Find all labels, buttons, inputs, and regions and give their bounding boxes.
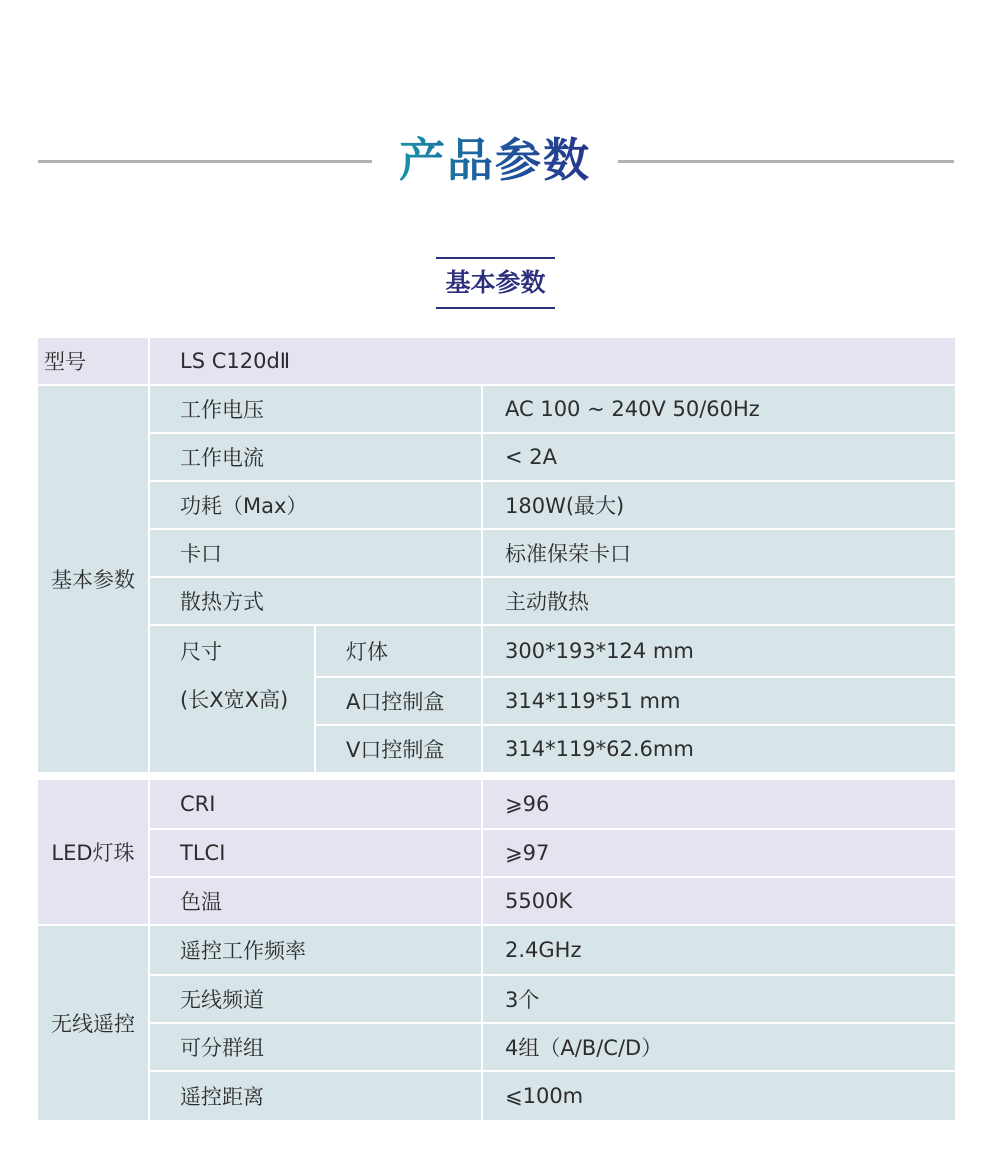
table-row-label: CRI [150, 780, 481, 828]
table-row-value: AC 100 ~ 240V 50/60Hz [483, 386, 955, 432]
table-row-value: ⩽100m [483, 1072, 955, 1120]
table-row-value: 主动散热 [483, 578, 955, 624]
table-row-value: 5500K [483, 878, 955, 924]
size-sub-label: A口控制盒 [316, 678, 481, 724]
model-value: LS C120dⅡ [150, 338, 955, 384]
table-row-label: 工作电流 [150, 434, 481, 480]
size-sub-label: 灯体 [316, 626, 481, 676]
table-row-label: 可分群组 [150, 1024, 481, 1070]
section-title: 基本参数 [436, 257, 555, 309]
table-row-value: ⩾96 [483, 780, 955, 828]
category-basic: 基本参数 [38, 386, 148, 772]
category-wireless: 无线遥控 [38, 926, 148, 1120]
table-row-value: 3个 [483, 976, 955, 1022]
table-row-value: < 2A [483, 434, 955, 480]
table-row-value: ⩾97 [483, 830, 955, 876]
model-label: 型号 [38, 338, 148, 384]
size-value: 314*119*62.6mm [483, 726, 955, 772]
table-row-label: 色温 [150, 878, 481, 924]
table-row-label: 遥控距离 [150, 1072, 481, 1120]
header-divider-left [38, 160, 372, 163]
size-label-line1: 尺寸 [180, 640, 222, 664]
table-row-value: 4组（A/B/C/D） [483, 1024, 955, 1070]
table-row-value: 2.4GHz [483, 926, 955, 974]
header-divider-right [618, 160, 954, 163]
table-row-label: 遥控工作频率 [150, 926, 481, 974]
page-title: 产品参数 [372, 130, 618, 190]
table-row-value: 标准保荣卡口 [483, 530, 955, 576]
size-sub-label: V口控制盒 [316, 726, 481, 772]
table-row-label: 无线频道 [150, 976, 481, 1022]
category-led: LED灯珠 [38, 780, 148, 924]
table-row-label: TLCI [150, 830, 481, 876]
size-label [150, 626, 314, 772]
size-value: 314*119*51 mm [483, 678, 955, 724]
table-row-label: 功耗（Max） [150, 482, 481, 528]
table-row-value: 180W(最大) [483, 482, 955, 528]
size-value: 300*193*124 mm [483, 626, 955, 676]
table-row-label: 散热方式 [150, 578, 481, 624]
table-row-label: 卡口 [150, 530, 481, 576]
table-row-label: 工作电压 [150, 386, 481, 432]
size-label-line2: (长X宽X高) [180, 688, 289, 712]
